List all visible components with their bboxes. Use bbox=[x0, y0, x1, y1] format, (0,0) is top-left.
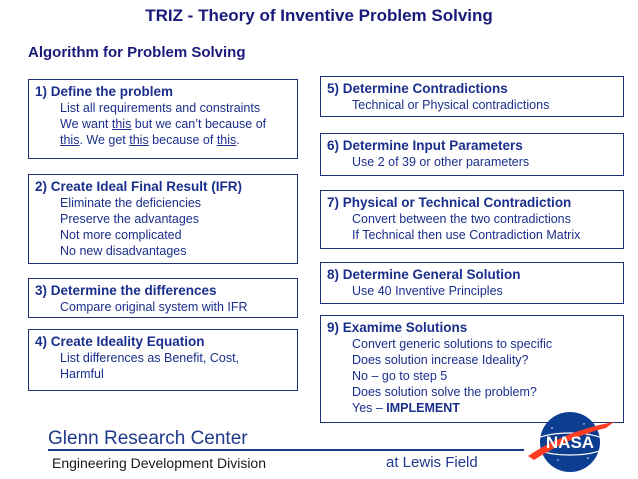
step-9-box bbox=[320, 315, 624, 423]
footer-division: Engineering Development Division bbox=[52, 455, 267, 471]
step-8-heading: 8) Determine General Solution bbox=[327, 267, 521, 282]
step-2-line: Preserve the advantages bbox=[60, 212, 199, 226]
step-9-line: No – go to step 5 bbox=[352, 369, 448, 383]
step-1-line: this. We get this because of this. bbox=[60, 133, 240, 147]
step-9-line: Does solution solve the problem? bbox=[352, 385, 537, 399]
step-2-line: No new disadvantages bbox=[60, 244, 187, 258]
step-7-box bbox=[320, 190, 624, 249]
step-5-line: Technical or Physical contradictions bbox=[352, 98, 550, 112]
footer-field: at Lewis Field bbox=[386, 454, 478, 471]
step-1-heading: 1) Define the problem bbox=[35, 84, 174, 99]
implement-label: IMPLEMENT bbox=[386, 401, 460, 415]
step-8-line: Use 40 Inventive Principles bbox=[352, 284, 503, 298]
footer-center-name: Glenn Research Center bbox=[48, 428, 248, 449]
nasa-logo-text: NASA bbox=[545, 433, 595, 452]
step-3-line: Compare original system with IFR bbox=[60, 300, 248, 314]
step-4-box bbox=[28, 329, 298, 391]
step-2-box bbox=[28, 174, 298, 264]
step-9-line: Yes – IMPLEMENT bbox=[352, 401, 460, 415]
step-5-heading: 5) Determine Contradictions bbox=[327, 81, 508, 96]
step-7-heading: 7) Physical or Technical Contradiction bbox=[327, 195, 572, 210]
step-1-line: List all requirements and constraints bbox=[60, 101, 261, 115]
step-3-heading: 3) Determine the differences bbox=[35, 283, 217, 298]
step-4-line: Harmful bbox=[60, 367, 104, 381]
step-3-box bbox=[28, 278, 298, 318]
step-9-heading: 9) Examime Solutions bbox=[327, 320, 468, 335]
step-2-heading: 2) Create Ideal Final Result (IFR) bbox=[35, 179, 243, 194]
step-9-line: Does solution increase Ideality? bbox=[352, 353, 529, 367]
step-7-line: Convert between the two contradictions bbox=[352, 212, 571, 226]
step-4-line: List differences as Benefit, Cost, bbox=[60, 351, 240, 365]
step-9-line: Convert generic solutions to specific bbox=[352, 337, 553, 351]
step-7-line: If Technical then use Contradiction Matrix bbox=[352, 228, 581, 242]
step-4-heading: 4) Create Ideality Equation bbox=[35, 334, 205, 349]
step-2-line: Not more complicated bbox=[60, 228, 182, 242]
step-6-heading: 6) Determine Input Parameters bbox=[327, 138, 523, 153]
step-1-box bbox=[28, 79, 298, 159]
step-1-line: We want this but we can’t because of bbox=[60, 117, 267, 131]
step-2-line: Eliminate the deficiencies bbox=[60, 196, 202, 210]
step-5-box bbox=[320, 76, 624, 117]
step-6-box bbox=[320, 133, 624, 176]
nasa-logo-icon bbox=[522, 410, 618, 474]
step-6-line: Use 2 of 39 or other parameters bbox=[352, 155, 530, 169]
step-8-box bbox=[320, 262, 624, 304]
page-title: TRIZ - Theory of Inventive Problem Solving bbox=[145, 6, 493, 25]
algorithm-subtitle: Algorithm for Problem Solving bbox=[28, 44, 246, 61]
footer-divider bbox=[48, 449, 524, 451]
